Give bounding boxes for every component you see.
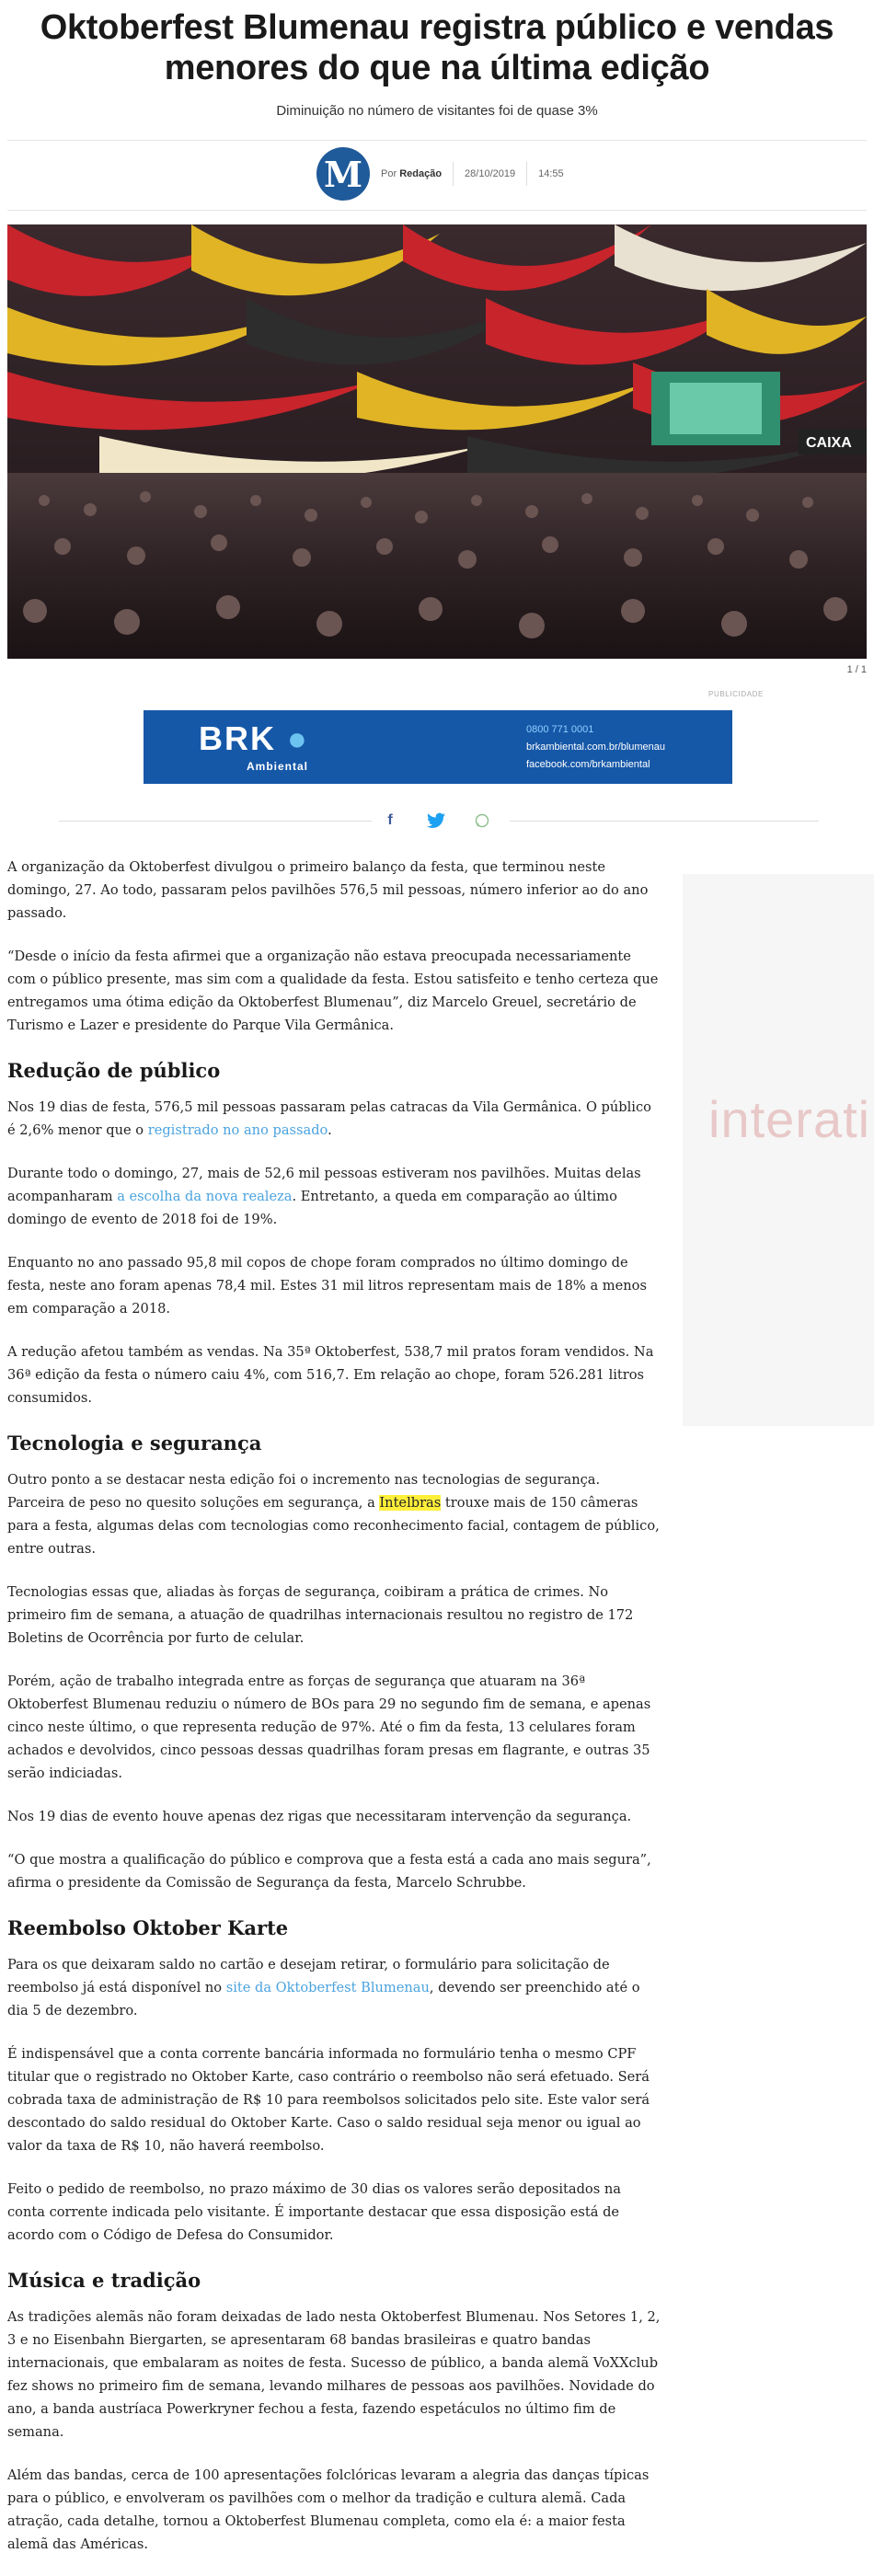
divider — [526, 162, 527, 186]
text: . — [328, 1122, 332, 1138]
share-bar — [59, 811, 819, 830]
link-nova-realeza[interactable]: a escolha da nova realeza — [117, 1189, 293, 1204]
article-subtitle: Diminuição no número de visitantes foi de quase 3% — [276, 103, 598, 119]
by-prefix: Por — [381, 168, 397, 179]
section-heading: Música e tradição — [7, 2269, 201, 2292]
link-site-oktoberfest[interactable]: site da Oktoberfest Blumenau — [225, 1980, 430, 1995]
paragraph: A redução afetou também as vendas. Na 35ª Oktoberfest, 538,7 mil pratos foram vendidos. Na 36ª edição da festa o número caiu 4%, com 516,7. Em relação ao chope, foram 526.281 litros consumidos. — [7, 1344, 654, 1406]
sidebar-ad[interactable] — [683, 874, 874, 1426]
paragraph: A organização da Oktoberfest divulgou o primeiro balanço da festa, que terminou neste domingo, 27. Ao todo, passaram pelos pavilhões 576,5 mil pessoas, número inferior ao do ano passado. — [7, 859, 649, 921]
ad-brand-text: BRK — [199, 719, 276, 757]
brk-ad-banner[interactable] — [144, 710, 732, 784]
byline — [316, 145, 564, 202]
title-line-1: Oktoberfest Blumenau registra público e vendas — [40, 8, 834, 47]
hero-photo[interactable] — [7, 224, 867, 659]
divider — [7, 210, 867, 211]
paragraph: Além das bandas, cerca de 100 apresentações folclóricas levaram a alegria das danças típicas para o público, e envolveram os pavilhões com o melhor da tradição e cultura alemã. Cada atração, cada detalhe, tornou a Oktoberfest Blumenau completa, como ela é: a maior festa alemã das Américas. — [7, 2467, 650, 2552]
paragraph — [7, 1953, 661, 2022]
facebook-icon[interactable]: f — [387, 812, 393, 828]
logo-letter: M — [323, 153, 363, 195]
ad-contact — [526, 721, 665, 774]
text: trouxe mais de 150 câmeras para a festa, algumas delas com tecnologias como reconhecimento facial, contagem de público, entre outras. — [7, 1495, 660, 1557]
whatsapp-icon[interactable] — [473, 811, 491, 830]
text: Nos 19 dias de festa, 576,5 mil pessoas passaram pelas catracas da Vila Germânica. O público é 2,6% menor que o — [7, 1099, 651, 1138]
page-title — [0, 7, 874, 88]
paragraph: Enquanto no ano passado 95,8 mil copos de chope foram comprados no último domingo de festa, neste ano foram apenas 78,4 mil. Estes 31 mil litros representam mais de 18% a menos em comparação a 2018. — [7, 1255, 647, 1317]
section-heading: Tecnologia e segurança — [7, 1432, 262, 1455]
highlighted-brand[interactable]: Intelbras — [379, 1495, 442, 1511]
divider — [59, 821, 372, 822]
paragraph — [7, 1096, 661, 1142]
paragraph: É indispensável que a conta corrente bancária informada no formulário tenha o mesmo CPF titular que o registrado no Oktober Karte, caso contrário o reembolso não será efetuado. Será cobrada taxa de administração de R$ 10 para reembolsos solicitados pelo site. Este valor será descontado do saldo residual do Oktober Karte. Caso o saldo residual seja menor ou igual ao valor da taxa de R$ 10, não haverá reembolso. — [7, 2046, 650, 2154]
paragraph — [7, 1162, 661, 1231]
text: . Entretanto, a queda em comparação ao último domingo de evento de 2018 foi de 19%. — [7, 1189, 617, 1227]
paragraph: “Desde o início da festa afirmei que a organização não estava preocupada necessariamente com o público presente, mas sim com a qualidade da festa. Estou satisfeito e tenho certeza que entregamos uma ótima edição da Oktoberfest Blumenau”, diz Marcelo Greuel, secretário de Turismo e Lazer e presidente do Parque Vila Germânica. — [7, 949, 659, 1033]
text: , devendo ser preenchido até o dia 5 de dezembro. — [7, 1980, 640, 2018]
paragraph: “O que mostra a qualificação do público e comprova que a festa está a cada ano mais segura”, afirma o presidente da Comissão de Segurança da festa, Marcelo Schrubbe. — [7, 1852, 651, 1891]
article-body — [7, 856, 661, 2576]
whatsapp-shape — [475, 813, 489, 828]
sidebar-ad-brand: interati — [708, 1090, 871, 1148]
ad-facebook: facebook.com/brkambiental — [526, 759, 650, 770]
section-heading: Redução de público — [7, 1059, 221, 1082]
text: Para os que deixaram saldo no cartão e desejam retirar, o formulário para solicitação de reembolso já está disponível no — [7, 1957, 610, 1995]
publisher-logo[interactable] — [316, 147, 370, 201]
section-heading: Reembolso Oktober Karte — [7, 1916, 289, 1939]
festival-crowd-image — [7, 224, 867, 659]
twitter-icon[interactable] — [427, 811, 445, 830]
text: Durante todo o domingo, 27, mais de 52,6 mil pessoas estiveram nos pavilhões. Muitas delas acompanharam — [7, 1166, 641, 1204]
water-drop-icon: ● — [276, 719, 309, 757]
divider — [453, 162, 454, 186]
gallery-counter: 1 / 1 — [846, 664, 867, 675]
title-line-2: menores do que na última edição — [164, 49, 710, 87]
ad-brand — [199, 719, 309, 758]
link-registrado-ano-passado[interactable]: registrado no ano passado — [147, 1122, 328, 1138]
publish-time: 14:55 — [538, 168, 564, 179]
paragraph: Feito o pedido de reembolso, no prazo máximo de 30 dias os valores serão depositados na conta corrente indicada pelo visitante. É importante destacar que essa disposição está de acordo com o Código de Defesa do Consumidor. — [7, 2181, 621, 2243]
ad-brand-sub: Ambiental — [247, 760, 309, 773]
paragraph: Nos 19 dias de evento houve apenas dez rigas que necessitaram intervenção da segurança. — [7, 1809, 632, 1824]
ad-phone: 0800 771 0001 — [526, 724, 594, 735]
paragraph: Porém, ação de trabalho integrada entre as forças de segurança que atuaram na 36ª Oktoberfest Blumenau reduziu o número de BOs para 29 no segundo fim de semana, e apenas cinco neste último, o que representa redução de 97%. Até o fim da festa, 13 celulares foram achados e devolvidos, cinco pessoas dessas quadrilhas foram presas em flagrante, e outras 35 serão indiciadas. — [7, 1673, 651, 1781]
text: Outro ponto a se destacar nesta edição foi o incremento nas tecnologias de segurança. Parceira de peso no quesito soluções em segurança, a — [7, 1472, 601, 1511]
divider — [510, 821, 819, 822]
twitter-bird-shape — [427, 812, 445, 829]
publish-date: 28/10/2019 — [465, 168, 516, 179]
divider — [7, 140, 867, 141]
paragraph — [7, 1468, 661, 1560]
author-name[interactable]: Redação — [399, 168, 443, 179]
author-credit — [381, 168, 442, 179]
advertising-label: PUBLICIDADE — [708, 690, 764, 698]
paragraph: As tradições alemãs não foram deixadas de lado nesta Oktoberfest Blumenau. Nos Setores 1, 2, 3 e no Eisenbahn Biergarten, se apresentaram 68 bandas brasileiras e quatro bandas internacionais, que embalaram as noites de festa. Sucesso de público, a banda alemã VoXXclub fez shows no primeiro fim de semana, levando milhares de pessoas aos pavilhões. Novidade do ano, a banda austríaca Powerkryner fechou a festa, fazendo espetáculos no último fim de semana. — [7, 2309, 661, 2440]
paragraph: Tecnologias essas que, aliadas às forças de segurança, coibiram a prática de crimes. No primeiro fim de semana, a atuação de quadrilhas internacionais resultou no registro de 172 Boletins de Ocorrência por furto de celular. — [7, 1584, 634, 1646]
ad-site: brkambiental.com.br/blumenau — [526, 742, 666, 753]
caixa-sign: CAIXA — [806, 435, 852, 451]
